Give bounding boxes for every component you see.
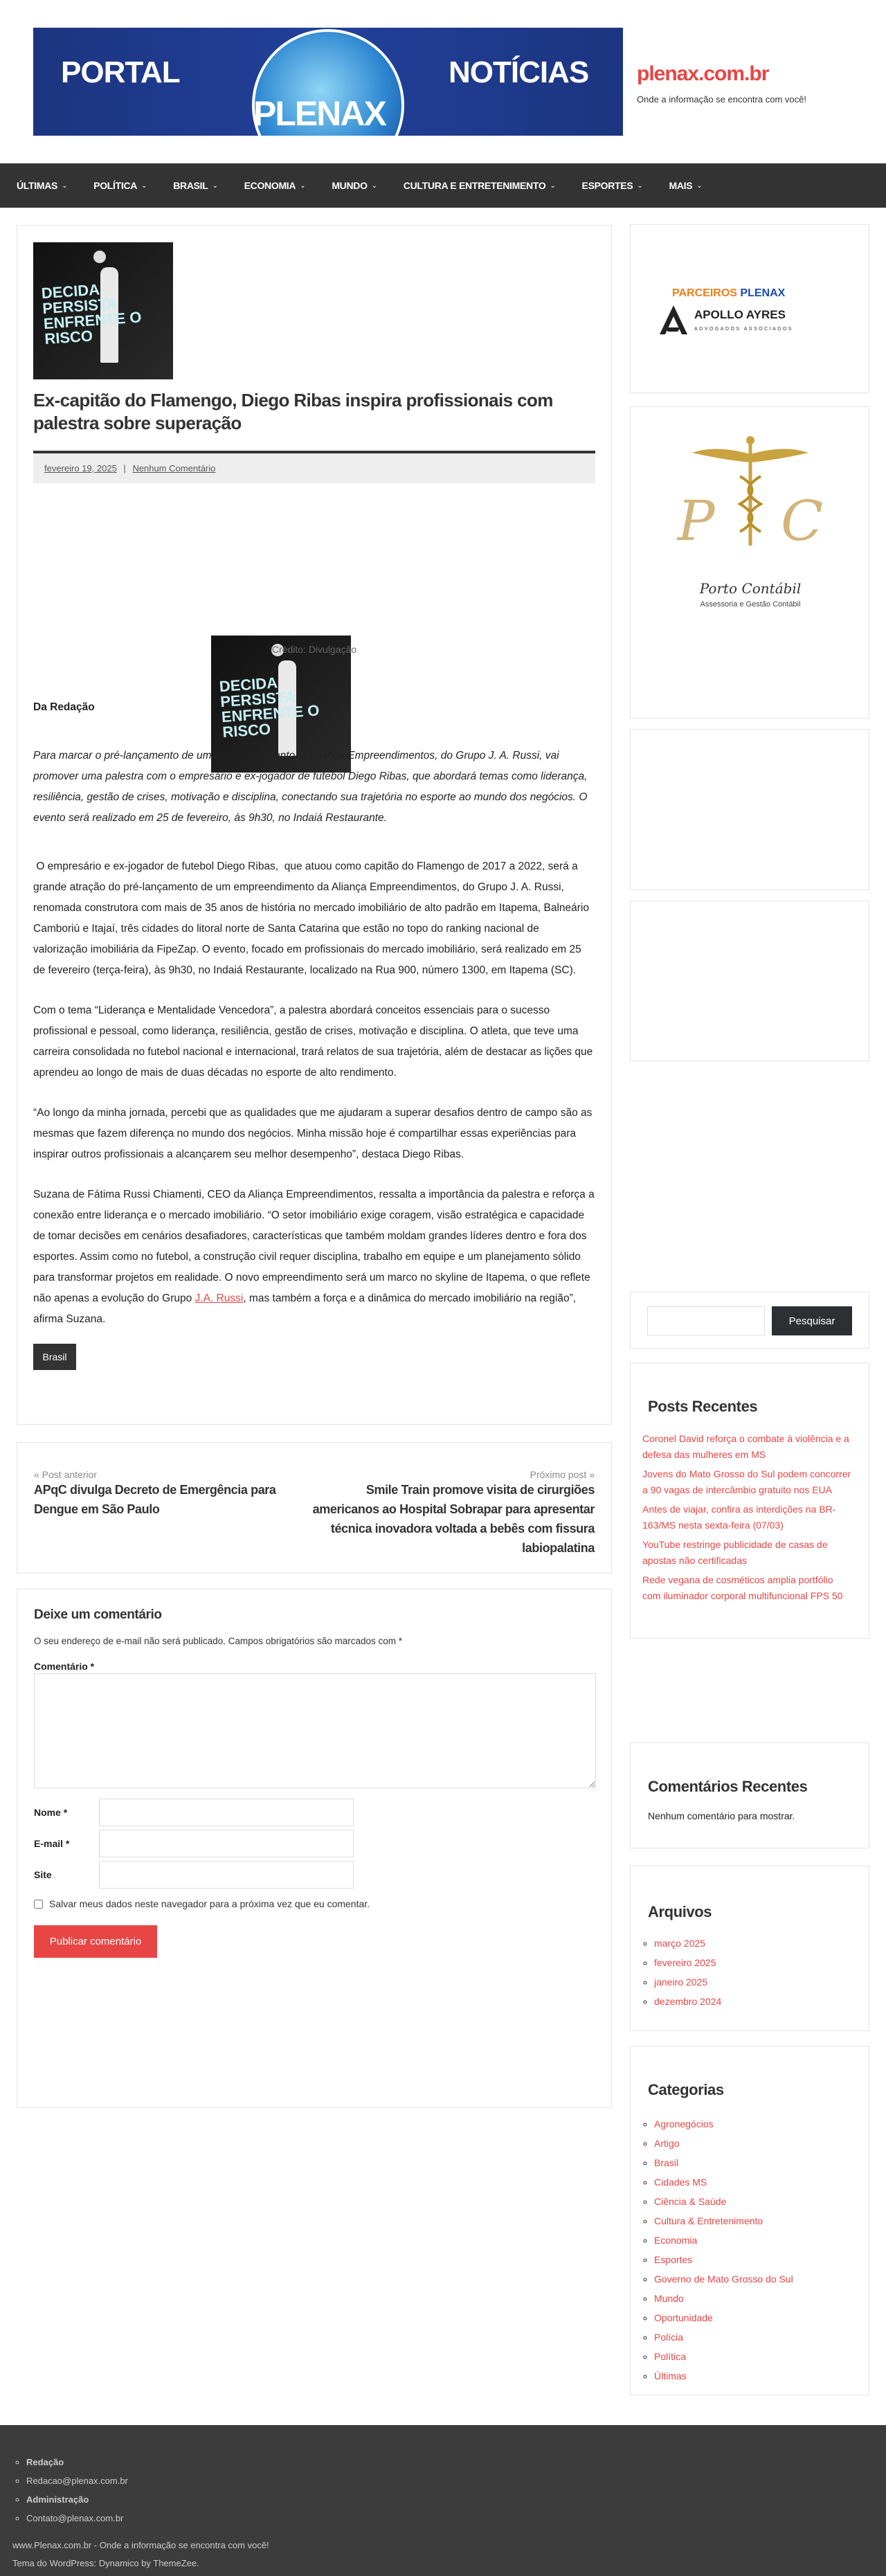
- list-item: [654, 1953, 721, 1972]
- chevron-down-icon: ⌄: [371, 181, 377, 190]
- list-item: [654, 2114, 793, 2134]
- list-item: [654, 2366, 793, 2386]
- nav-item[interactable]: [404, 180, 556, 191]
- recent-post-link[interactable]: Antes de viajar, confira as interdições na BR-163/MS nesta sexta-feira (07/03): [642, 1504, 836, 1531]
- list-item: [654, 2172, 793, 2192]
- logo-word: PLENAX: [253, 94, 386, 133]
- list-item: [654, 2289, 793, 2308]
- category-link[interactable]: Ciência & Saúde: [654, 2196, 727, 2207]
- list-item: [654, 2250, 793, 2269]
- chevron-down-icon: ⌄: [696, 181, 703, 190]
- logo-word: NOTÍCIAS: [449, 55, 589, 89]
- footer-text: www.Plenax.com.br - Onde a informação se encontra com você!: [12, 2540, 269, 2550]
- category-link[interactable]: Brasil: [654, 2157, 679, 2168]
- chevron-down-icon: ⌄: [212, 181, 218, 190]
- category-link[interactable]: Últimas: [654, 2370, 687, 2381]
- empty-widget: [630, 901, 869, 1061]
- site-tagline: Onde a informação se encontra com você!: [637, 94, 806, 105]
- nav-item[interactable]: [332, 180, 377, 191]
- main-nav: [0, 163, 886, 208]
- article-title: Ex-capitão do Flamengo, Diego Ribas inspira profissionais com palestra sobre superação: [33, 390, 553, 433]
- list-item: [654, 2347, 793, 2366]
- nav-item[interactable]: [669, 180, 702, 191]
- comments-link[interactable]: Nenhum Comentário: [132, 463, 216, 474]
- post-navigation: [17, 1442, 612, 1574]
- ja-russi-link[interactable]: J.A. Russi: [195, 1292, 244, 1304]
- site-title[interactable]: plenax.com.br: [637, 62, 769, 85]
- list-item: [654, 2153, 793, 2172]
- empty-widget: [630, 729, 869, 890]
- nav-item[interactable]: [17, 180, 67, 191]
- recent-posts-widget: [630, 1362, 869, 1639]
- next-post-label: Próximo post »: [530, 1469, 595, 1480]
- search-button[interactable]: Pesquisar: [772, 1306, 852, 1335]
- recent-post-link[interactable]: Coronel David reforça o combate à violência e a defesa das mulheres em MS: [642, 1433, 849, 1460]
- category-link[interactable]: Economia: [654, 2235, 698, 2246]
- chevron-down-icon: ⌄: [141, 181, 147, 190]
- image-text: DECIDA PERSISTA ENFRENTE O RISCO: [218, 674, 320, 741]
- porto-subtitle: Assessoria e Gestão Contábil: [700, 600, 801, 609]
- chevron-down-icon: ⌄: [637, 181, 643, 190]
- categories-widget: [630, 2046, 869, 2395]
- category-link[interactable]: Agronegócios: [654, 2118, 714, 2129]
- partners-widget: [630, 224, 869, 393]
- save-data-label[interactable]: Salvar meus dados neste navegador para a próxima vez que eu comentar.: [49, 1898, 370, 1909]
- nav-item-label: CULTURA E ENTRETENIMENTO: [403, 180, 546, 191]
- widget-title: Arquivos: [648, 1903, 712, 1920]
- apollo-subtitle: ADVOGADOS ASSOCIADOS: [694, 327, 793, 332]
- list-item: [654, 2269, 793, 2289]
- footer-item: ◦ Redação: [26, 2453, 128, 2471]
- paragraph: “Ao longo da minha jornada, percebi que as qualidades que me ajudaram a superar desafios dentro de campo são as mesmas que fazem diferença no mundo dos negócios. Minha missão hoje é compartilhar essas experiências para inspirar outros profissionais a alcançarem seu melhor desempenho”, destaca Diego Ribas.: [33, 1107, 593, 1160]
- email-input[interactable]: [99, 1830, 354, 1857]
- list-item: [654, 2231, 793, 2250]
- list-item: [654, 1992, 721, 2011]
- post-date-link[interactable]: fevereiro 19, 2025: [44, 463, 117, 474]
- submit-comment-button[interactable]: Publicar comentário: [34, 1925, 157, 1958]
- search-widget: [630, 1292, 869, 1349]
- category-link[interactable]: Política: [654, 2351, 686, 2362]
- recent-comments-widget: [630, 1742, 869, 1848]
- recent-post-link[interactable]: Jovens do Mato Grosso do Sul podem concorrer a 90 vagas de intercâmbio gratuito nos EUA: [642, 1468, 851, 1495]
- byline: Da Redação: [33, 701, 95, 713]
- site-logo[interactable]: [33, 28, 623, 136]
- previous-post-title[interactable]: APqC divulga Decreto de Emergência para Dengue em São Paulo: [34, 1483, 276, 1516]
- partners-title-a: PARCEIROS: [672, 287, 737, 299]
- image-caption: Crédito: Divulgação: [271, 644, 357, 655]
- footer-item[interactable]: ◦ Contato@plenax.com.br: [26, 2509, 128, 2528]
- nav-item-label: MAIS: [669, 180, 693, 191]
- chevron-down-icon: ⌄: [300, 181, 306, 190]
- category-link[interactable]: Esportes: [654, 2254, 693, 2265]
- comment-textarea[interactable]: [34, 1673, 596, 1788]
- list-item: [654, 2134, 793, 2153]
- archive-link[interactable]: dezembro 2024: [654, 1996, 722, 2007]
- comment-label: Comentário *: [34, 1661, 95, 1672]
- nav-item-label: BRASIL: [173, 180, 208, 191]
- archive-link[interactable]: janeiro 2025: [654, 1976, 708, 1988]
- name-input[interactable]: [99, 1799, 354, 1826]
- paragraph: O empresário e ex-jogador de futebol Diego Ribas, que atuou como capitão do Flamengo de 2017 a 2022, será a grande atração do pré-lançamento de um empreendimento da Aliança Empreendimentos, do Grupo J. A. Russi, renomada construtora com mais de 35 anos de história no mercado imobiliário de alto padrão em Itapema, Balneário Camboriú e Itajaí, três cidades do litoral norte de Santa Catarina que estão no topo do ranking nacional de valorização imobiliária da FipeZap. O evento, focado em profissionais do mercado imobiliário, será realizado em 25 de fevereiro (terça-feira), às 9h30, no Indaiá Restaurante, localizado na Rua 900, número 1300, em Itapema (SC).: [33, 861, 593, 976]
- meta-separator: |: [123, 463, 126, 474]
- recent-post-link[interactable]: Rede vegana de cosméticos amplia portfólio com iluminador corporal multifuncional FPS 50: [642, 1574, 843, 1601]
- site-label: Site: [34, 1869, 52, 1880]
- apollo-name: APOLLO AYRES: [694, 308, 786, 321]
- footer-credit[interactable]: Tema do WordPress: Dynamico by ThemeZee.: [12, 2558, 199, 2568]
- image-text: DECIDA PERSISTA ENFRENTE O RISCO: [40, 280, 143, 348]
- paragraph-text: , mas também a força e a dinâmica do mercado imobiliário na região”, afirma Suzana.: [33, 1292, 577, 1325]
- archives-widget: [630, 1866, 869, 2031]
- porto-contabil-widget[interactable]: [630, 406, 869, 719]
- lead-paragraph: Para marcar o pré-lançamento de um empreendimento, a Aliança Empreendimentos, do Grupo J. A. Russi, vai promover uma palestra com o empresário e ex-jogador de futebol Diego Ribas, que abordará temas como liderança, resiliência, gestão de crises, motivação e disciplina, conectando sua trajetória no esporte ao mundo dos negócios. O evento será realizado em 25 de fevereiro, às 9h30, no Indaiá Restaurante.: [33, 750, 588, 824]
- article-body: [33, 697, 595, 1370]
- nav-item-label: ESPORTES: [581, 180, 633, 191]
- nav-item-label: ECONOMIA: [244, 180, 296, 191]
- paragraph: [33, 1185, 595, 1330]
- search-input[interactable]: [647, 1306, 765, 1335]
- apollo-logo-icon[interactable]: [658, 304, 689, 336]
- site-input[interactable]: [99, 1861, 354, 1889]
- chevron-down-icon: ⌄: [550, 181, 556, 190]
- footer-item: ◦ Administração: [26, 2490, 128, 2509]
- nav-item[interactable]: [244, 180, 306, 191]
- nav-item[interactable]: [582, 180, 643, 191]
- list-item: [654, 1934, 721, 1953]
- archive-link[interactable]: março 2025: [654, 1938, 705, 1949]
- partners-title-b: PLENAX: [740, 287, 786, 299]
- recent-posts-list: [642, 1431, 853, 1607]
- name-label: Nome *: [34, 1807, 68, 1818]
- list-item: [654, 1972, 721, 1992]
- category-link[interactable]: Artigo: [654, 2138, 680, 2149]
- previous-post[interactable]: [34, 1469, 297, 1519]
- category-tag-brasil[interactable]: Brasil: [33, 1344, 76, 1370]
- post-meta: [33, 451, 595, 483]
- nav-item-label: MUNDO: [332, 180, 368, 191]
- logo-word: PORTAL: [61, 55, 180, 89]
- comment-form: [17, 1589, 612, 2108]
- porto-name: Porto Contábil: [699, 580, 802, 597]
- comment-form-title: Deixe um comentário: [34, 1607, 162, 1622]
- categories-list: [642, 2114, 793, 2386]
- email-label: E-mail *: [34, 1838, 70, 1849]
- widget-title: Posts Recentes: [648, 1398, 758, 1415]
- nav-item[interactable]: [173, 180, 217, 191]
- widget-title: Categorias: [648, 2081, 724, 2098]
- no-comments-text: Nenhum comentário para mostrar.: [648, 1810, 795, 1821]
- partners-title: [672, 287, 785, 300]
- footer-item[interactable]: ◦ Redacao@plenax.com.br: [26, 2471, 128, 2490]
- list-item: [654, 2327, 793, 2347]
- nav-item-label: ÚLTIMAS: [17, 180, 58, 191]
- archives-list: [642, 1934, 721, 2011]
- category-link[interactable]: Mundo: [654, 2293, 684, 2304]
- list-item: [654, 2211, 793, 2231]
- footer-contacts: [0, 2453, 128, 2528]
- comment-notice: O seu endereço de e-mail não será publicado. Campos obrigatórios são marcados com *: [34, 1636, 403, 1646]
- chevron-down-icon: ⌄: [62, 181, 68, 190]
- category-link[interactable]: Governo de Mato Grosso do Sul: [654, 2273, 793, 2285]
- previous-post-label: « Post anterior: [34, 1469, 98, 1480]
- paragraph: Com o tema “Liderança e Mentalidade Vencedora”, a palestra abordará conceitos essenciais para o sucesso profissional e pessoal, como liderança, resiliência, gestão de crises, motivação e disciplina. O atleta, que teve uma carreira consolidada no futebol nacional e internacional, trará relatos de sua trajetória, além de destacar as lições que aprendeu ao longo de mais de duas décadas no esporte de alto rendimento.: [33, 1005, 593, 1079]
- category-link[interactable]: Cidades MS: [654, 2177, 707, 2188]
- nav-item-label: POLÍTICA: [93, 180, 138, 191]
- site-footer: [0, 2425, 886, 2576]
- category-link[interactable]: Polícia: [654, 2332, 684, 2343]
- list-item: [654, 2308, 793, 2327]
- save-data-checkbox[interactable]: [34, 1900, 43, 1909]
- recent-post-link[interactable]: YouTube restringe publicidade de casas de apostas não certificadas: [642, 1539, 828, 1566]
- featured-image[interactable]: [33, 242, 173, 379]
- widget-title: Comentários Recentes: [648, 1778, 808, 1795]
- porto-monogram: P C: [677, 489, 824, 553]
- archive-link[interactable]: fevereiro 2025: [654, 1957, 716, 1968]
- nav-item[interactable]: [93, 180, 147, 191]
- category-link[interactable]: Oportunidade: [654, 2312, 713, 2323]
- paragraph-text: Suzana de Fátima Russi Chiamenti, CEO da Aliança Empreendimentos, ressalta a importância da palestra e reforça a conexão entre liderança e o mercado imobiliário. “O setor imobiliário exige coragem, visão estratégica e capacidade de tomar decisões em cenários desafiadores, características que também moldam grandes líderes dentro e fora dos esportes. Assim como no futebol, a construção civil requer disciplina, trabalho em equipe e um planejamento sólido para transformar projetos em realidade. O novo empreendimento será um marco no skyline de Itapema, o que reflete não apenas a evolução do Grupo: [33, 1189, 595, 1304]
- next-post-title[interactable]: Smile Train promove visita de cirurgiões americanos ao Hospital Sobrapar para apresentar técnica inovadora voltada a bebês com fissura labiopalatina: [312, 1483, 595, 1555]
- next-post[interactable]: [304, 1469, 595, 1558]
- category-link[interactable]: Cultura & Entretenimento: [654, 2215, 763, 2226]
- list-item: [654, 2192, 793, 2211]
